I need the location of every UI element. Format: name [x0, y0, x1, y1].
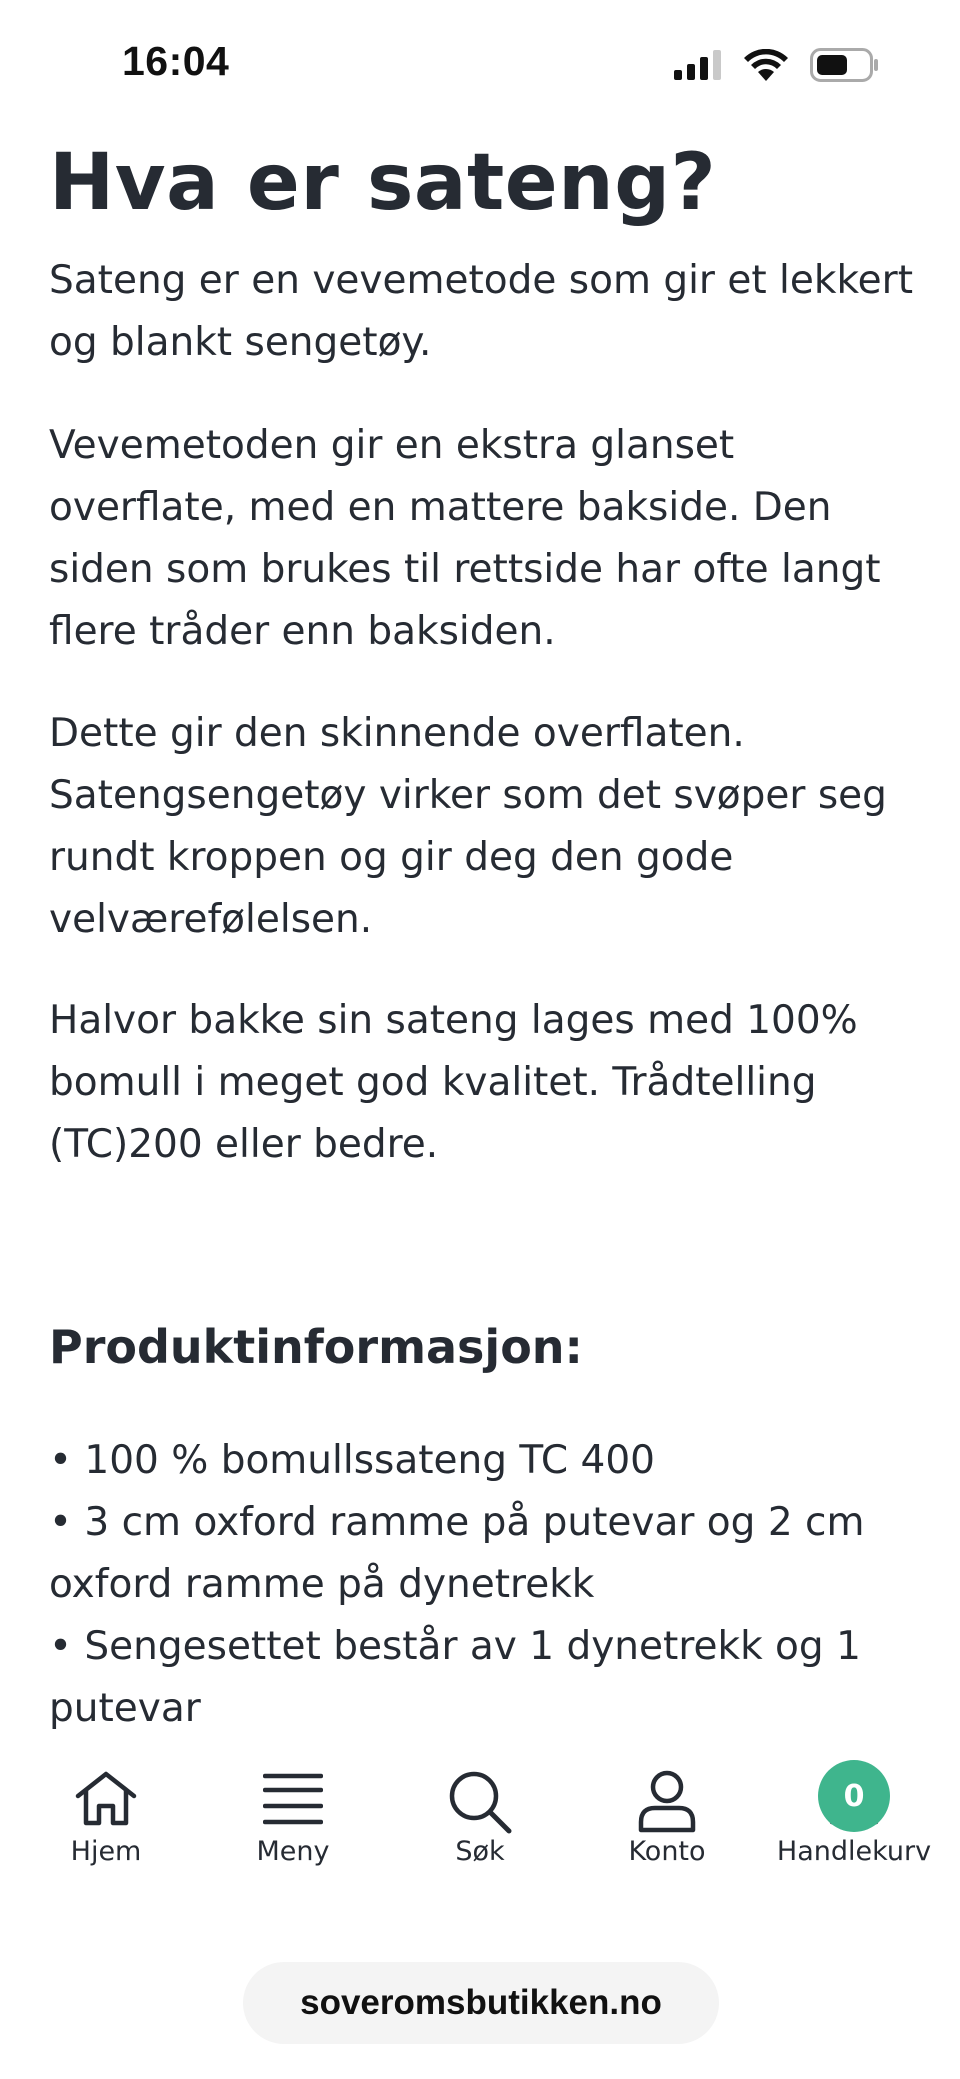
- list-item: • 3 cm oxford ramme på putevar og 2 cm oxford ramme på dynetrekk: [49, 1500, 865, 1607]
- paragraph-intro: Sateng er en vevemetode som gir et lekkert og blankt sengetøy.: [49, 258, 913, 365]
- paragraph-weave: Vevemetoden gir en ekstra glanset overflate, med en mattere bakside. Den siden som brukes til rettside har ofte langt flere tråder enn baksiden.: [49, 423, 881, 654]
- bottom-tab-bar: [0, 1770, 960, 1910]
- browser-url-text: soveromsbutikken.no: [300, 1983, 662, 2022]
- product-info-list: [49, 1430, 919, 1740]
- tab-search-label: Søk: [455, 1836, 505, 1867]
- tab-account-label: Konto: [628, 1836, 706, 1867]
- search-icon: [447, 1770, 513, 1834]
- cellular-signal-icon: [674, 50, 722, 80]
- status-time: 16:04: [122, 38, 230, 84]
- cart-count-badge: 0: [818, 1760, 890, 1832]
- tab-cart[interactable]: [764, 1770, 944, 1867]
- tab-search[interactable]: [390, 1770, 570, 1867]
- product-info-heading: Produktinformasjon:: [49, 1320, 583, 1374]
- user-icon: [637, 1770, 697, 1834]
- tab-menu[interactable]: [203, 1770, 383, 1867]
- tab-cart-label: Handlekurv: [776, 1836, 932, 1867]
- tab-menu-label: Meny: [256, 1836, 330, 1867]
- tab-account[interactable]: [577, 1770, 757, 1867]
- tab-home[interactable]: [16, 1770, 196, 1867]
- status-icons: [674, 48, 880, 82]
- browser-url-bar[interactable]: [243, 1962, 719, 2044]
- wifi-icon: [744, 49, 788, 81]
- home-icon: [73, 1770, 139, 1826]
- list-item: • Sengesettet består av 1 dynetrekk og 1 putevar: [49, 1624, 861, 1731]
- paragraph-surface: Dette gir den skinnende overflaten. Satengsengetøy virker som det svøper seg rundt kroppen og gir deg den gode velværefølelsen.: [49, 711, 887, 942]
- status-bar: [0, 0, 960, 130]
- battery-icon: [810, 48, 880, 82]
- menu-icon: [263, 1770, 323, 1826]
- list-item: • 100 % bomullssateng TC 400: [49, 1438, 655, 1483]
- page-title: Hva er sateng?: [49, 138, 717, 228]
- tab-home-label: Hjem: [70, 1836, 142, 1867]
- paragraph-quality: Halvor bakke sin sateng lages med 100% bomull i meget god kvalitet. Trådtelling (TC)200 eller bedre.: [49, 998, 858, 1167]
